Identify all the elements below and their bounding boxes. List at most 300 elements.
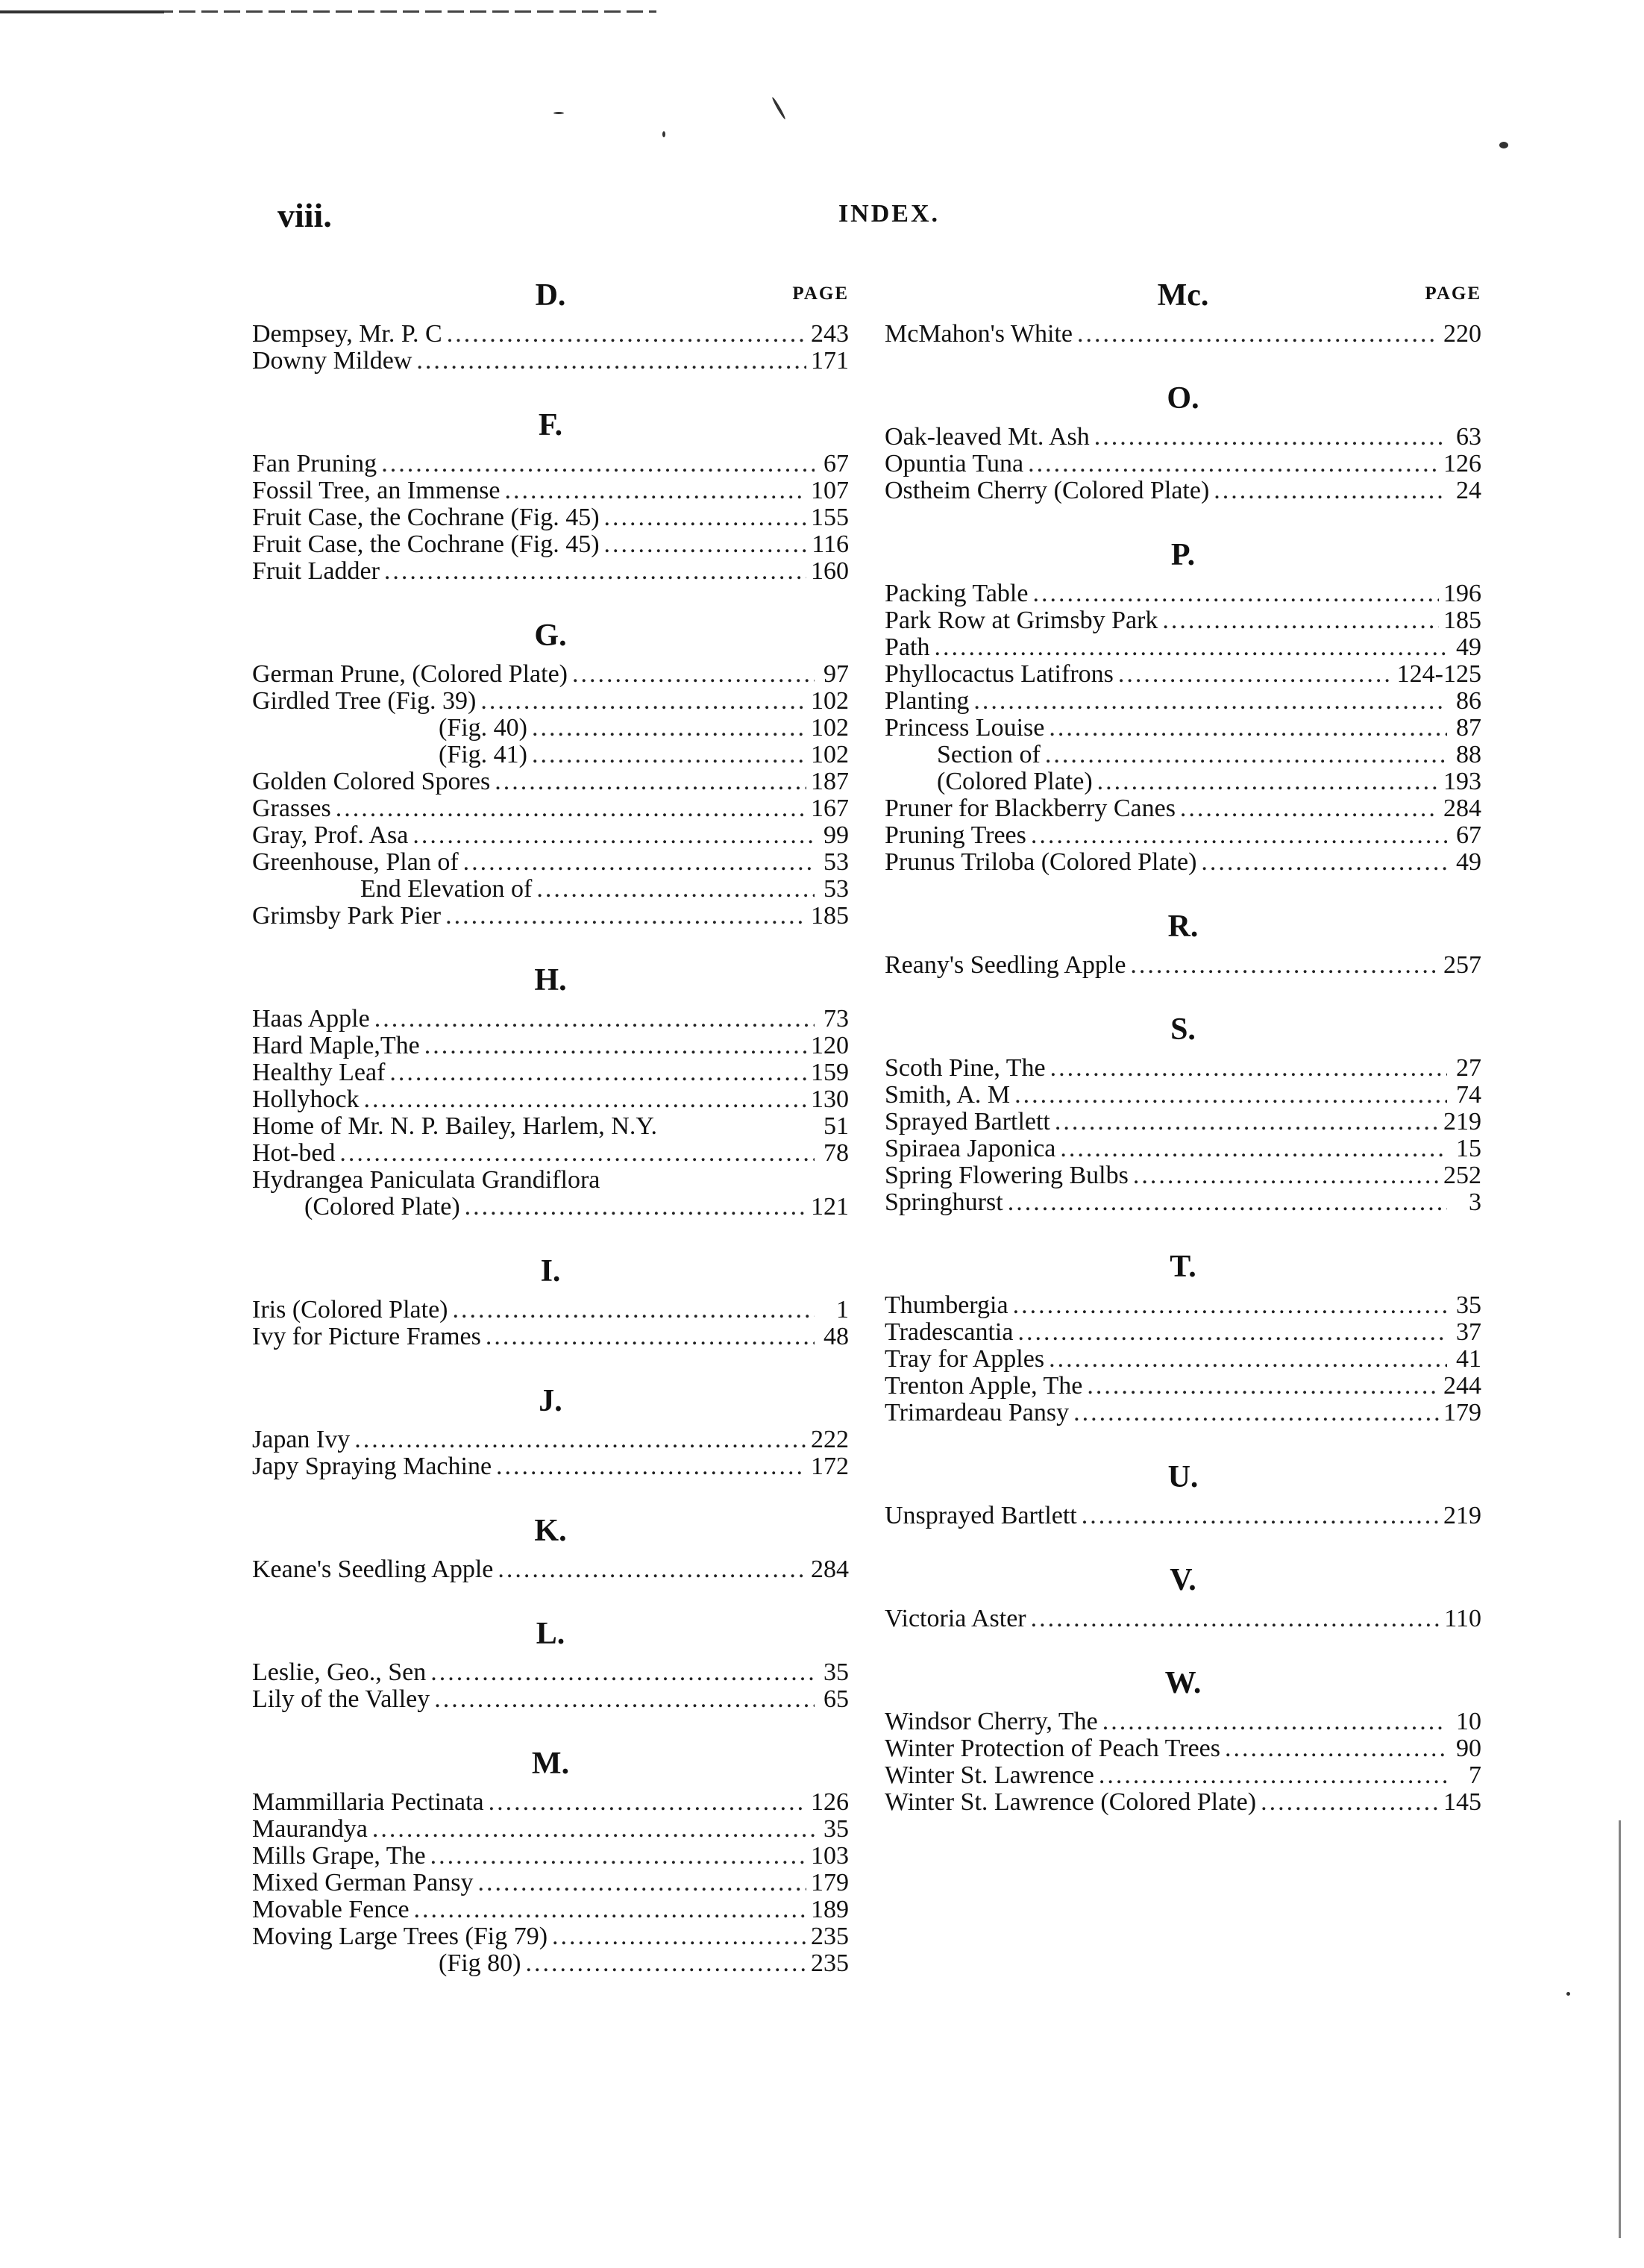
entry-title: Girdled Tree (Fig. 39) bbox=[252, 687, 477, 715]
dot-leader bbox=[1050, 1055, 1447, 1082]
scan-speck bbox=[771, 96, 786, 119]
entry-page-number: 235 bbox=[811, 1949, 849, 1977]
index-entry bbox=[252, 1686, 849, 1713]
entry-title: Gray, Prof. Asa bbox=[252, 821, 409, 849]
entry-page-number: 74 bbox=[1456, 1081, 1481, 1109]
entry-title: Winter St. Lawrence bbox=[885, 1761, 1094, 1789]
entry-page-number: 48 bbox=[823, 1323, 849, 1350]
section-letter: M. bbox=[531, 1747, 570, 1781]
section-header bbox=[252, 1746, 849, 1789]
dot-leader bbox=[389, 1059, 806, 1086]
entry-title: Sprayed Bartlett bbox=[885, 1108, 1050, 1135]
entry-page-number: 102 bbox=[811, 687, 849, 715]
entry-title: Path bbox=[885, 633, 930, 661]
entry-page-number: 284 bbox=[811, 1556, 849, 1583]
entry-title: Hydrangea Paniculata Grandiflora bbox=[252, 1166, 600, 1194]
section-header bbox=[885, 537, 1481, 580]
section-letter: G. bbox=[534, 618, 567, 653]
entry-title: Fruit Ladder bbox=[252, 557, 380, 585]
index-section bbox=[885, 1249, 1481, 1426]
entry-title: Haas Apple bbox=[252, 1005, 370, 1033]
entry-page-number: 124-125 bbox=[1396, 660, 1481, 688]
entry-title: Winter Protection of Peach Trees bbox=[885, 1735, 1220, 1762]
entry-title: Princess Louise bbox=[885, 714, 1045, 742]
entry-title: Healthy Leaf bbox=[252, 1059, 386, 1086]
entry-page-number: 51 bbox=[823, 1112, 849, 1140]
entry-title: Greenhouse, Plan of bbox=[252, 848, 459, 876]
entry-page-number: 189 bbox=[811, 1896, 849, 1923]
entry-title: Grimsby Park Pier bbox=[252, 902, 442, 930]
entry-page-number: 99 bbox=[823, 821, 849, 849]
entry-list bbox=[885, 321, 1481, 348]
entry-page-number: 102 bbox=[811, 714, 849, 742]
entry-title: Ostheim Cherry (Colored Plate) bbox=[885, 477, 1210, 504]
index-entry bbox=[252, 348, 849, 375]
section-header bbox=[885, 1665, 1481, 1708]
entry-title: Hollyhock bbox=[252, 1086, 360, 1113]
dot-leader bbox=[1055, 1109, 1439, 1135]
entry-title: Section of bbox=[937, 741, 1041, 768]
entry-title: Opuntia Tuna bbox=[885, 450, 1024, 477]
scan-speck bbox=[1566, 1992, 1570, 1996]
entry-title: Iris (Colored Plate) bbox=[252, 1296, 448, 1323]
index-entry bbox=[252, 903, 849, 930]
dot-leader bbox=[1087, 1373, 1439, 1400]
dot-leader bbox=[496, 1453, 806, 1480]
index-section bbox=[885, 909, 1481, 979]
section-letter: D. bbox=[535, 278, 566, 313]
index-section bbox=[885, 1665, 1481, 1816]
dot-leader bbox=[384, 558, 806, 585]
index-entry bbox=[885, 1373, 1481, 1400]
dot-leader bbox=[336, 795, 806, 822]
entry-page-number: 167 bbox=[811, 795, 849, 822]
dot-leader bbox=[1028, 451, 1439, 477]
dot-leader bbox=[478, 1870, 806, 1896]
dot-leader bbox=[526, 1950, 807, 1977]
entry-page-number: 15 bbox=[1456, 1135, 1481, 1162]
entry-page-number: 41 bbox=[1456, 1345, 1481, 1373]
index-entry bbox=[252, 1323, 849, 1350]
section-letter: H. bbox=[534, 963, 567, 997]
dot-leader bbox=[1031, 822, 1447, 849]
dot-leader bbox=[416, 348, 806, 375]
entry-page-number: 87 bbox=[1456, 714, 1481, 742]
dot-leader bbox=[532, 742, 806, 768]
dot-leader bbox=[1118, 661, 1393, 688]
entry-page-number: 53 bbox=[823, 848, 849, 876]
dot-leader bbox=[434, 1686, 815, 1713]
dot-leader bbox=[445, 903, 806, 930]
entry-title: Unsprayed Bartlett bbox=[885, 1502, 1077, 1529]
running-head bbox=[277, 195, 1501, 240]
entry-page-number: 63 bbox=[1456, 423, 1481, 451]
section-header bbox=[885, 380, 1481, 424]
entry-title: Phyllocactus Latifrons bbox=[885, 660, 1114, 688]
entry-list bbox=[252, 1426, 849, 1480]
entry-page-number: 90 bbox=[1456, 1735, 1481, 1762]
section-letter: O. bbox=[1167, 381, 1199, 416]
entry-page-number: 159 bbox=[811, 1059, 849, 1086]
entry-list bbox=[885, 1055, 1481, 1216]
scan-speck bbox=[553, 112, 564, 114]
dot-leader bbox=[465, 1194, 806, 1221]
dot-leader bbox=[412, 822, 815, 849]
entry-page-number: 37 bbox=[1456, 1318, 1481, 1346]
index-entry bbox=[885, 952, 1481, 979]
index-entry bbox=[885, 321, 1481, 348]
index-entry bbox=[885, 1735, 1481, 1762]
dot-leader bbox=[1013, 1292, 1447, 1319]
entry-page-number: 35 bbox=[1456, 1291, 1481, 1319]
index-entry bbox=[252, 1950, 849, 1977]
entry-page-number: 110 bbox=[1444, 1605, 1481, 1632]
entry-page-number: 27 bbox=[1456, 1054, 1481, 1082]
entry-title: Hot-bed bbox=[252, 1139, 336, 1167]
entry-page-number: 116 bbox=[812, 530, 849, 558]
entry-title: Planting bbox=[885, 687, 970, 715]
index-entry bbox=[885, 607, 1481, 634]
dot-leader bbox=[430, 1843, 806, 1870]
entry-page-number: 219 bbox=[1443, 1502, 1481, 1529]
section-letter: K. bbox=[534, 1514, 567, 1548]
dot-leader bbox=[536, 876, 815, 903]
index-section bbox=[885, 1459, 1481, 1529]
entry-title: (Fig. 41) bbox=[439, 741, 527, 768]
entry-title: Keane's Seedling Apple bbox=[252, 1556, 494, 1583]
entry-page-number: 155 bbox=[811, 504, 849, 531]
entry-list bbox=[885, 580, 1481, 876]
entry-title: Reany's Seedling Apple bbox=[885, 951, 1126, 979]
entry-title: Spiraea Japonica bbox=[885, 1135, 1056, 1162]
dot-leader bbox=[604, 531, 808, 558]
dot-leader bbox=[1045, 742, 1447, 768]
index-entry bbox=[252, 1297, 849, 1323]
index-entry bbox=[885, 1503, 1481, 1529]
index-entry bbox=[885, 1400, 1481, 1426]
entry-title: Mills Grape, The bbox=[252, 1842, 426, 1870]
section-letter: U. bbox=[1167, 1460, 1199, 1494]
dot-leader bbox=[1060, 1135, 1447, 1162]
dot-leader bbox=[1180, 795, 1439, 822]
scan-speck bbox=[662, 131, 665, 137]
index-entry bbox=[252, 1659, 849, 1686]
entry-list bbox=[252, 1659, 849, 1713]
section-letter: L. bbox=[536, 1617, 565, 1651]
entry-page-number: 78 bbox=[823, 1139, 849, 1167]
index-section bbox=[885, 537, 1481, 876]
entry-page-number: 97 bbox=[823, 660, 849, 688]
entry-title: Fruit Case, the Cochrane (Fig. 45) bbox=[252, 504, 600, 531]
entry-title: Mixed German Pansy bbox=[252, 1869, 474, 1896]
index-entry bbox=[885, 1162, 1481, 1189]
dot-leader bbox=[453, 1297, 815, 1323]
index-entry bbox=[885, 1346, 1481, 1373]
dot-leader bbox=[447, 321, 806, 348]
entry-title: Dempsey, Mr. P. C bbox=[252, 320, 442, 348]
section-header bbox=[252, 1616, 849, 1659]
section-letter: T. bbox=[1170, 1250, 1196, 1284]
section-letter: J. bbox=[539, 1384, 562, 1418]
entry-title: Lily of the Valley bbox=[252, 1685, 430, 1713]
entry-title: Japy Spraying Machine bbox=[252, 1453, 492, 1480]
dot-leader bbox=[339, 1140, 815, 1167]
index-entry bbox=[252, 1167, 849, 1194]
entry-title: (Colored Plate) bbox=[937, 768, 1093, 795]
index-entry bbox=[252, 1923, 849, 1950]
entry-page-number: 243 bbox=[811, 320, 849, 348]
index-entry bbox=[252, 321, 849, 348]
entry-page-number: 67 bbox=[823, 450, 849, 477]
dot-leader bbox=[495, 768, 806, 795]
page-column-label: PAGE bbox=[792, 284, 849, 304]
dot-leader bbox=[572, 661, 815, 688]
index-entry bbox=[252, 477, 849, 504]
index-entry bbox=[885, 1762, 1481, 1789]
section-header bbox=[885, 278, 1481, 321]
dot-leader bbox=[1017, 1319, 1447, 1346]
entry-title: McMahon's White bbox=[885, 320, 1073, 348]
index-entry bbox=[885, 477, 1481, 504]
section-letter: V. bbox=[1170, 1563, 1196, 1597]
entry-list bbox=[252, 1297, 849, 1350]
dot-leader bbox=[1099, 1762, 1447, 1789]
index-section bbox=[252, 1616, 849, 1713]
entry-page-number: 3 bbox=[1469, 1188, 1481, 1216]
entry-list bbox=[885, 1606, 1481, 1632]
dot-leader bbox=[532, 715, 806, 742]
entry-title: Golden Colored Spores bbox=[252, 768, 491, 795]
dot-leader bbox=[498, 1556, 806, 1583]
entry-list bbox=[252, 1006, 849, 1221]
index-section bbox=[252, 1383, 849, 1480]
left-column bbox=[252, 278, 849, 2010]
entry-page-number: 67 bbox=[1456, 821, 1481, 849]
entry-title: Grasses bbox=[252, 795, 331, 822]
index-section bbox=[252, 618, 849, 930]
index-entry bbox=[252, 715, 849, 742]
entry-title: Fan Pruning bbox=[252, 450, 377, 477]
dot-leader bbox=[354, 1426, 806, 1453]
entry-title: Maurandya bbox=[252, 1815, 368, 1843]
entry-page-number: 145 bbox=[1443, 1788, 1481, 1816]
index-section bbox=[252, 1513, 849, 1583]
index-entry bbox=[252, 688, 849, 715]
entry-title: Trenton Apple, The bbox=[885, 1372, 1083, 1400]
entry-page-number: 120 bbox=[811, 1032, 849, 1059]
entry-title: Home of Mr. N. P. Bailey, Harlem, N.Y. bbox=[252, 1112, 658, 1140]
entry-title: Fruit Case, the Cochrane (Fig. 45) bbox=[252, 530, 600, 558]
top-edge-rule-solid bbox=[0, 10, 164, 13]
entry-page-number: 126 bbox=[811, 1788, 849, 1816]
index-entry bbox=[252, 661, 849, 688]
index-entry bbox=[885, 1135, 1481, 1162]
entry-list bbox=[885, 1708, 1481, 1816]
entry-list bbox=[885, 952, 1481, 979]
section-letter: S. bbox=[1170, 1012, 1196, 1047]
dot-leader bbox=[381, 451, 815, 477]
index-entry bbox=[252, 531, 849, 558]
page-title: INDEX. bbox=[838, 200, 941, 228]
entry-title: Trimardeau Pansy bbox=[885, 1399, 1070, 1426]
index-entry bbox=[885, 451, 1481, 477]
entry-page-number: 7 bbox=[1469, 1761, 1481, 1789]
entry-page-number: 88 bbox=[1456, 741, 1481, 768]
dot-leader bbox=[1214, 477, 1447, 504]
dot-leader bbox=[1102, 1708, 1447, 1735]
section-header bbox=[252, 278, 849, 321]
index-entry bbox=[885, 768, 1481, 795]
right-column bbox=[885, 278, 1481, 1849]
entry-page-number: 160 bbox=[811, 557, 849, 585]
entry-title: (Fig 80) bbox=[439, 1949, 521, 1977]
section-header bbox=[885, 1012, 1481, 1055]
section-header bbox=[885, 909, 1481, 952]
index-entry bbox=[252, 1194, 849, 1221]
section-header bbox=[252, 1383, 849, 1426]
index-section bbox=[252, 1746, 849, 1977]
dot-leader bbox=[504, 477, 806, 504]
section-header bbox=[885, 1249, 1481, 1292]
entry-page-number: 193 bbox=[1443, 768, 1481, 795]
index-entry bbox=[252, 1789, 849, 1816]
entry-page-number: 102 bbox=[811, 741, 849, 768]
entry-page-number: 103 bbox=[811, 1842, 849, 1870]
entry-page-number: 185 bbox=[811, 902, 849, 930]
entry-title: Spring Flowering Bulbs bbox=[885, 1162, 1129, 1189]
entry-title: Ivy for Picture Frames bbox=[252, 1323, 481, 1350]
entry-title: Pruner for Blackberry Canes bbox=[885, 795, 1176, 822]
index-section bbox=[885, 1562, 1481, 1632]
entry-title: Winter St. Lawrence (Colored Plate) bbox=[885, 1788, 1257, 1816]
entry-title: Victoria Aster bbox=[885, 1605, 1026, 1632]
entry-page-number: 49 bbox=[1456, 848, 1481, 876]
index-entry bbox=[885, 688, 1481, 715]
index-entry bbox=[885, 1606, 1481, 1632]
section-letter: R. bbox=[1167, 909, 1199, 944]
entry-page-number: 121 bbox=[811, 1193, 849, 1221]
section-letter: I. bbox=[540, 1254, 561, 1288]
dot-leader bbox=[374, 1006, 815, 1033]
dot-leader bbox=[463, 849, 815, 876]
index-entry bbox=[885, 1708, 1481, 1735]
dot-leader bbox=[372, 1816, 815, 1843]
dot-leader bbox=[1094, 424, 1447, 451]
dot-leader bbox=[1097, 768, 1439, 795]
index-entry bbox=[252, 1006, 849, 1033]
index-section bbox=[252, 962, 849, 1221]
entry-page-number: 187 bbox=[811, 768, 849, 795]
entry-page-number: 284 bbox=[1443, 795, 1481, 822]
entry-list bbox=[252, 1789, 849, 1977]
index-entry bbox=[252, 451, 849, 477]
index-entry bbox=[885, 661, 1481, 688]
section-letter: P. bbox=[1170, 538, 1196, 572]
page-folio: viii. bbox=[277, 196, 332, 234]
entry-title: Park Row at Grimsby Park bbox=[885, 607, 1158, 634]
dot-leader bbox=[973, 688, 1447, 715]
index-entry bbox=[885, 580, 1481, 607]
entry-page-number: 53 bbox=[823, 875, 849, 903]
index-entry bbox=[252, 1870, 849, 1896]
entry-list bbox=[885, 1503, 1481, 1529]
dot-leader bbox=[489, 1789, 806, 1816]
entry-title: Hard Maple,The bbox=[252, 1032, 420, 1059]
entry-title: Smith, A. M bbox=[885, 1081, 1011, 1109]
index-section bbox=[252, 278, 849, 375]
dot-leader bbox=[424, 1033, 806, 1059]
entry-page-number: 257 bbox=[1443, 951, 1481, 979]
dot-leader bbox=[604, 504, 806, 531]
entry-title: Scoth Pine, The bbox=[885, 1054, 1046, 1082]
entry-page-number: 185 bbox=[1443, 607, 1481, 634]
entry-page-number: 65 bbox=[823, 1685, 849, 1713]
index-section bbox=[252, 1253, 849, 1350]
index-entry bbox=[252, 1033, 849, 1059]
index-entry bbox=[885, 634, 1481, 661]
index-entry bbox=[885, 822, 1481, 849]
index-entry bbox=[885, 715, 1481, 742]
section-letter: W. bbox=[1164, 1666, 1202, 1700]
dot-leader bbox=[1082, 1503, 1439, 1529]
index-entry bbox=[252, 1556, 849, 1583]
index-entry bbox=[252, 849, 849, 876]
entry-page-number: 222 bbox=[811, 1426, 849, 1453]
index-entry bbox=[885, 742, 1481, 768]
section-header bbox=[885, 1562, 1481, 1606]
scan-speck bbox=[1499, 142, 1508, 148]
entry-title: Moving Large Trees (Fig 79) bbox=[252, 1923, 548, 1950]
entry-title: Springhurst bbox=[885, 1188, 1003, 1216]
dot-leader bbox=[1201, 849, 1447, 876]
entry-title: Pruning Trees bbox=[885, 821, 1026, 849]
index-section bbox=[885, 1012, 1481, 1216]
dot-leader bbox=[1008, 1189, 1447, 1216]
entry-title: Prunus Triloba (Colored Plate) bbox=[885, 848, 1197, 876]
dot-leader bbox=[430, 1659, 815, 1686]
dot-leader bbox=[1077, 321, 1439, 348]
entry-title: Movable Fence bbox=[252, 1896, 410, 1923]
entry-page-number: 252 bbox=[1443, 1162, 1481, 1189]
section-header bbox=[252, 618, 849, 661]
entry-title: Fossil Tree, an Immense bbox=[252, 477, 501, 504]
dot-leader bbox=[1032, 580, 1439, 607]
entry-title: Japan Ivy bbox=[252, 1426, 351, 1453]
dot-leader bbox=[552, 1923, 806, 1950]
entry-title: Mammillaria Pectinata bbox=[252, 1788, 484, 1816]
section-header bbox=[252, 407, 849, 451]
section-letter: Mc. bbox=[1157, 278, 1209, 313]
entry-title: Windsor Cherry, The bbox=[885, 1708, 1098, 1735]
dot-leader bbox=[1014, 1082, 1447, 1109]
index-entry bbox=[885, 1789, 1481, 1816]
entry-page-number: 73 bbox=[823, 1005, 849, 1033]
index-entry bbox=[252, 768, 849, 795]
index-entry bbox=[885, 1189, 1481, 1216]
index-section bbox=[885, 278, 1481, 348]
index-entry bbox=[885, 1109, 1481, 1135]
section-letter: F. bbox=[538, 408, 563, 442]
index-entry bbox=[252, 822, 849, 849]
index-entry bbox=[252, 1140, 849, 1167]
index-entry bbox=[885, 849, 1481, 876]
entry-page-number: 86 bbox=[1456, 687, 1481, 715]
section-header bbox=[252, 962, 849, 1006]
entry-page-number: 126 bbox=[1443, 450, 1481, 477]
index-entry bbox=[885, 424, 1481, 451]
index-entry bbox=[252, 504, 849, 531]
index-section bbox=[252, 407, 849, 585]
